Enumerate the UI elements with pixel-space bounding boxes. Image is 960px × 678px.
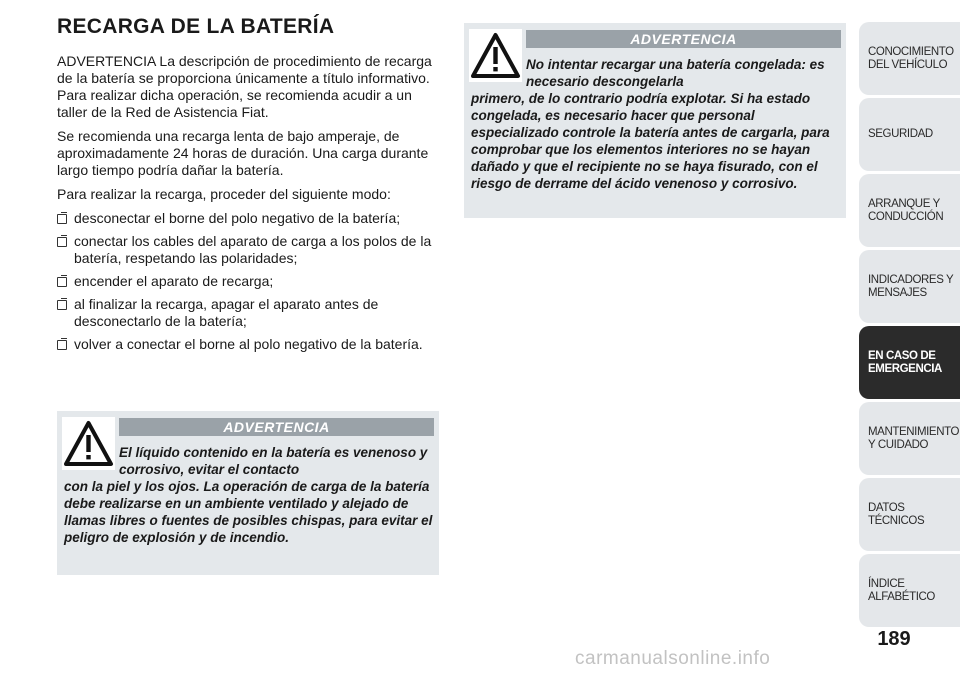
- warning-lead: No intentar recargar una batería congelada: es necesario descongelarla: [526, 57, 825, 89]
- body-column: [57, 53, 441, 359]
- warning-box-frozen-battery: [464, 23, 846, 218]
- checkbox-bullet-icon: [57, 340, 67, 350]
- checkbox-bullet-icon: [57, 214, 67, 224]
- list-item: encender el aparato de recarga;: [57, 273, 441, 290]
- paragraph: Se recomienda una recarga lenta de bajo amperaje, de aproximadamente 24 horas de duración. Una carga durante largo tiempo podría dañar la batería.: [57, 128, 429, 178]
- list-item: al finalizar la recarga, apagar el aparato antes de desconectarlo de la batería;: [57, 296, 441, 330]
- paragraph: ADVERTENCIA La descripción de procedimiento de recarga de la batería se proporciona únicamente a título informativo. Para realizar dicha operación, se recomienda acudir a un taller de la Red de Asistencia Fiat.: [57, 53, 432, 120]
- warning-body: con la piel y los ojos. La operación de carga de la batería debe realizarse en un ambiente ventilado y alejado de llamas libres o fuentes de posibles chispas, para evitar el peligro de explosión y de incendio.: [64, 479, 433, 545]
- section-heading: RECARGA DE LA BATERÍA: [57, 15, 335, 38]
- tab-mantenimiento-y-cuidado[interactable]: MANTENIMIENTO Y CUIDADO: [859, 402, 960, 475]
- checkbox-bullet-icon: [57, 277, 67, 287]
- tab-indice-alfabetico[interactable]: ÍNDICE ALFABÉTICO: [859, 554, 960, 627]
- warning-lead: El líquido contenido en la batería es venenoso y corrosivo, evitar el contacto: [119, 445, 428, 477]
- tab-datos-tecnicos[interactable]: DATOS TÉCNICOS: [859, 478, 960, 551]
- warning-text: [64, 444, 433, 546]
- tab-seguridad[interactable]: SEGURIDAD: [859, 98, 960, 171]
- checkbox-bullet-icon: [57, 300, 67, 310]
- warning-title: ADVERTENCIA: [119, 418, 434, 436]
- warning-box-battery-liquid: [57, 411, 439, 575]
- chapter-tabs: [859, 22, 960, 630]
- steps-list: [57, 210, 441, 353]
- warning-title: ADVERTENCIA: [526, 30, 841, 48]
- list-item: volver a conectar el borne al polo negativo de la batería.: [57, 336, 441, 353]
- page-number: 189: [877, 628, 911, 650]
- tab-en-caso-de-emergencia[interactable]: EN CASO DE EMERGENCIA: [859, 326, 960, 399]
- warning-text: [471, 56, 840, 192]
- warning-body: primero, de lo contrario podría explotar. Si ha estado congelada, es necesario hacer que personal especializado controle la batería antes de cargarla, para comprobar que los elementos interiores no se hayan dañado y que el recipiente no se haya fisurado, con el riesgo de derrame del ácido venenoso y corrosivo.: [471, 91, 830, 191]
- tab-arranque-y-conduccion[interactable]: ARRANQUE Y CONDUCCIÓN: [859, 174, 960, 247]
- paragraph: Para realizar la recarga, proceder del siguiente modo:: [57, 186, 391, 202]
- tab-conocimiento-del-vehiculo[interactable]: CONOCIMIENTO DEL VEHÍCULO: [859, 22, 960, 95]
- checkbox-bullet-icon: [57, 237, 67, 247]
- watermark: carmanualsonline.info: [575, 648, 771, 669]
- list-item: conectar los cables del aparato de carga a los polos de la batería, respetando las polaridades;: [57, 233, 441, 267]
- list-item: desconectar el borne del polo negativo de la batería;: [57, 210, 441, 227]
- tab-indicadores-y-mensajes[interactable]: INDICADORES Y MENSAJES: [859, 250, 960, 323]
